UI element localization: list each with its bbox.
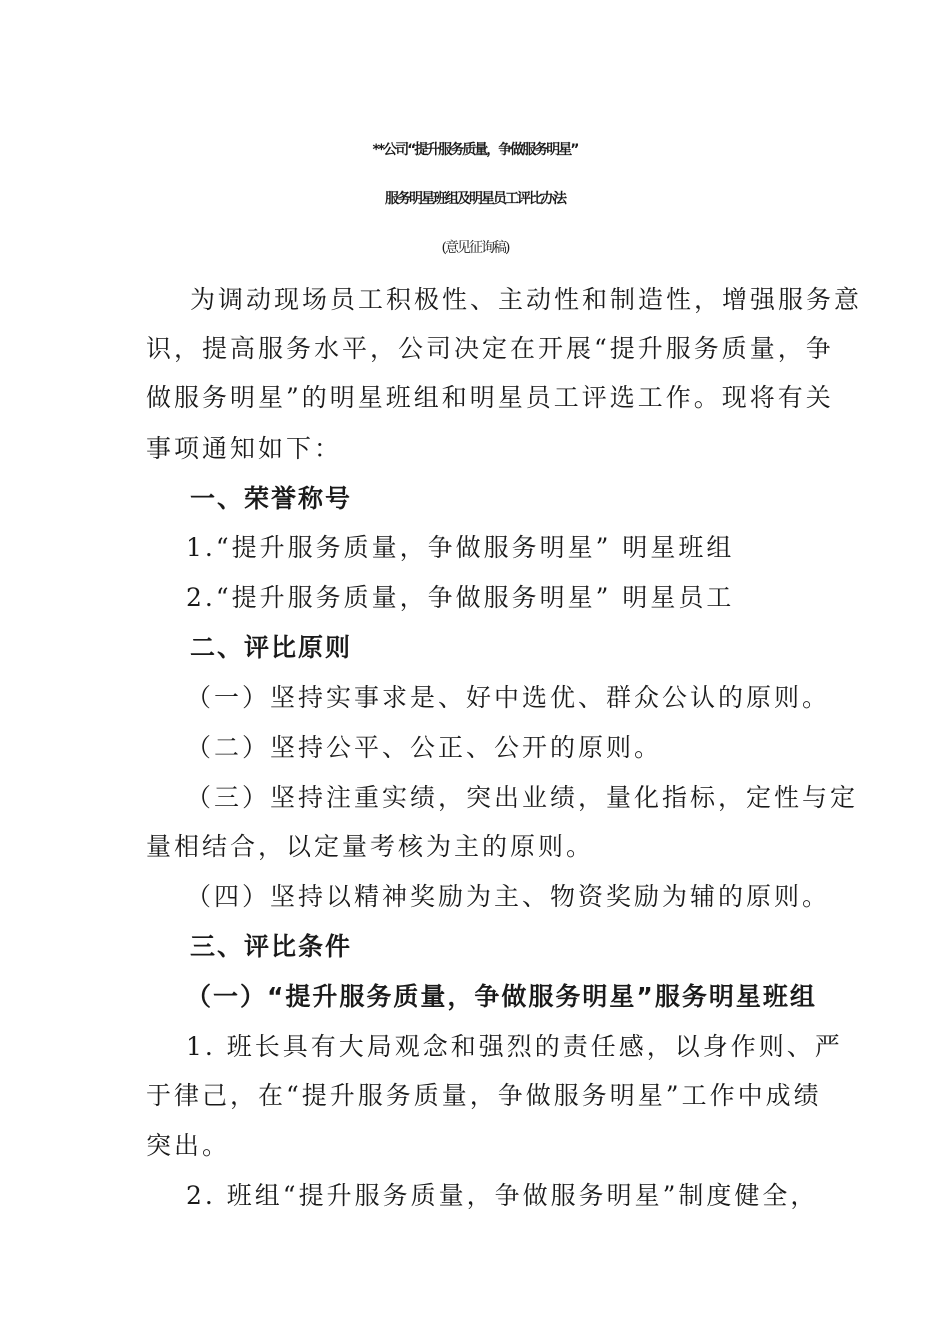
section-2-line-4: 量相结合，以定量考核为主的原则。 <box>146 832 595 861</box>
section-2-heading: 二、评比原则 <box>190 633 353 662</box>
section-3-heading: 三、评比条件 <box>190 932 353 961</box>
intro-line-4: 事项通知如下： <box>146 434 343 463</box>
document-subtitle: (意见征询稿) <box>441 240 509 256</box>
section-2-line-3: （三）坚持注重实绩，突出业绩，量化指标，定性与定 <box>186 783 859 812</box>
intro-line-3: 做服务明星”的明星班组和明星员工评选工作。现将有关 <box>146 383 834 412</box>
section-3-line-1: 1. 班长具有大局观念和强烈的责任感，以身作则、严 <box>186 1032 843 1061</box>
document-title-line-2: 服务明星班组及明星员工评比办法 <box>385 191 565 207</box>
section-1-item-1: 1.“提升服务质量，争做服务明星” 明星班组 <box>186 533 735 562</box>
section-3-line-4: 2. 班组“提升服务质量，争做服务明星”制度健全， <box>186 1181 819 1210</box>
section-2-line-5: （四）坚持以精神奖励为主、物资奖励为辅的原则。 <box>186 882 831 911</box>
section-3-line-3: 突出。 <box>146 1131 231 1160</box>
section-2-line-1: （一）坚持实事求是、好中选优、群众公认的原则。 <box>186 683 831 712</box>
document-title-line-1: **公司“提升服务质量，争做服务明星” <box>372 142 578 158</box>
intro-line-2: 识，提高服务水平，公司决定在开展“提升服务质量，争 <box>146 334 834 363</box>
section-1-heading: 一、荣誉称号 <box>190 484 353 513</box>
section-3-subheading: （一）“提升服务质量，争做服务明星”服务明星班组 <box>186 982 817 1011</box>
section-3-line-2: 于律己，在“提升服务质量，争做服务明星”工作中成绩 <box>146 1081 822 1110</box>
section-1-item-2: 2.“提升服务质量，争做服务明星” 明星员工 <box>186 583 735 612</box>
intro-line-1: 为调动现场员工积极性、主动性和制造性，增强服务意 <box>190 285 863 314</box>
section-2-line-2: （二）坚持公平、公正、公开的原则。 <box>186 733 663 762</box>
